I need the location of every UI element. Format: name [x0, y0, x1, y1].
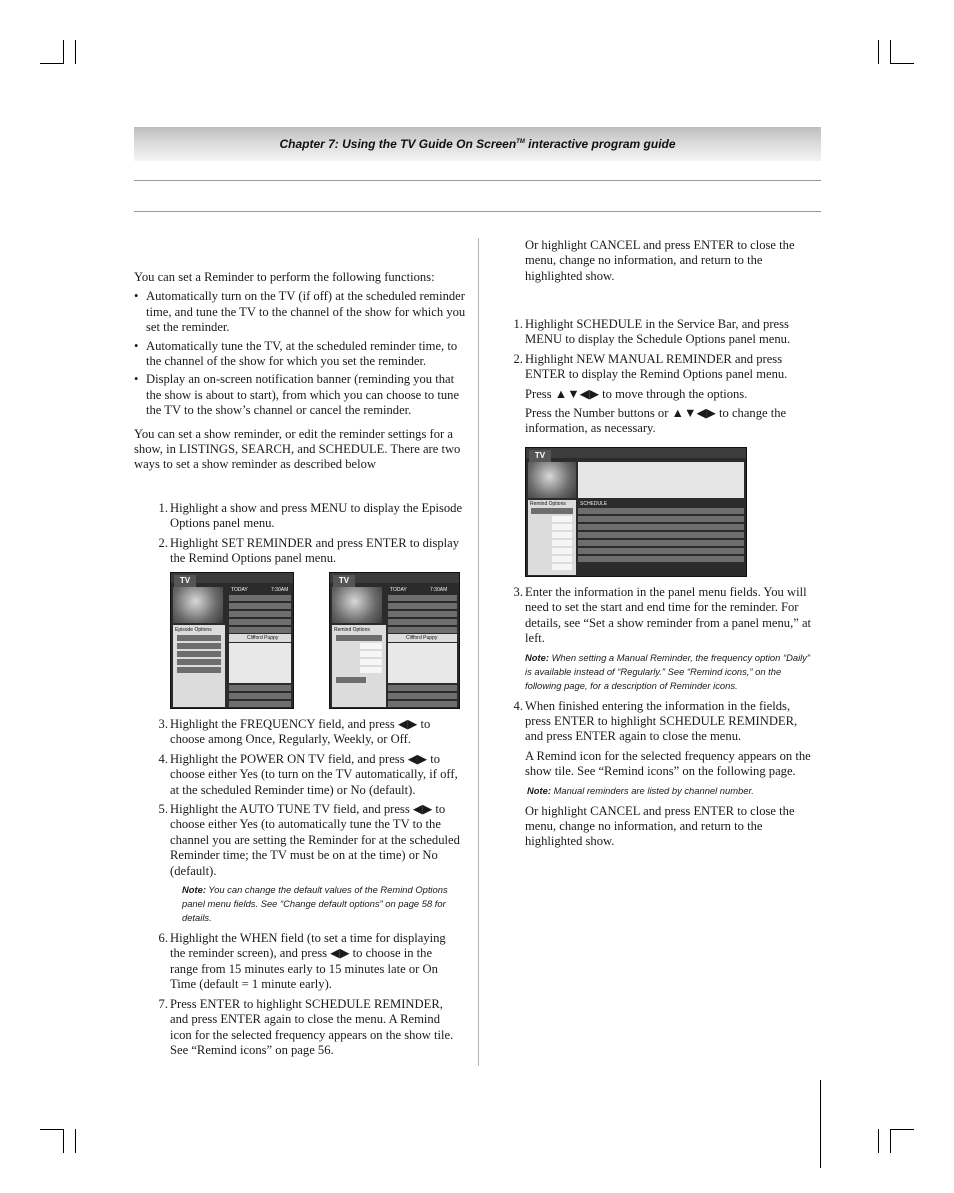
list-item: • Automatically turn on the TV (if off) at the scheduled reminder time, and tune the TV to the channel of the show for which you set the reminder. [134, 289, 467, 335]
show-tile [229, 619, 291, 625]
info-box [578, 462, 744, 498]
crop-mark [890, 1129, 891, 1153]
menu-field [552, 564, 572, 570]
list-item: 1. Highlight SCHEDULE in the Service Bar, and press MENU to display the Schedule Options panel menu. [513, 317, 791, 347]
header-rule [134, 180, 821, 181]
show-tile [388, 701, 457, 707]
column-divider [478, 238, 479, 1066]
crop-mark [40, 63, 64, 64]
chapter-title: Chapter 7: Using the TV Guide On Screen™ interactive program guide [279, 137, 676, 151]
show-tile [388, 685, 457, 691]
manual-reminder-screenshot [525, 447, 747, 577]
show-tile [388, 693, 457, 699]
margin-line [820, 1080, 821, 1168]
steps-list [158, 501, 463, 567]
show-tile [388, 627, 457, 633]
menu-item [177, 635, 221, 641]
paragraph: A Remind icon for the selected frequency appears on the show tile. See “Remind icons” on the following page. [525, 748, 811, 779]
menu-item [177, 667, 221, 673]
date-label: TODAY [390, 587, 407, 593]
list-item: 3. Highlight the FREQUENCY field, and press ◀▶ to choose among Once, Regularly, Weekly, or Off. [158, 717, 431, 747]
tv-guide-logo: TV [333, 575, 355, 587]
time-label: 7:30AM [430, 587, 448, 593]
show-tile [388, 611, 457, 617]
show-tile [388, 619, 457, 625]
note: Note: You can change the default values of the Remind Options panel menu fields. See “Change default options” on page 58 for details. [182, 884, 448, 924]
left-column [134, 270, 467, 477]
menu-field [552, 524, 572, 530]
menu-field [552, 556, 572, 562]
show-tile [229, 685, 291, 691]
panel-title: Remind Options [530, 501, 566, 507]
schedule-row [578, 548, 744, 554]
paragraph: Or highlight CANCEL and press ENTER to close the menu, change no information, and return to the highlighted show. [525, 803, 795, 849]
steps-list [158, 931, 463, 1058]
schedule-row [578, 532, 744, 538]
video-window [528, 462, 576, 498]
list-title: SCHEDULE [580, 501, 608, 507]
schedule-row [578, 508, 744, 514]
crop-mark [878, 1129, 879, 1153]
menu-field [552, 540, 572, 546]
service-bar [526, 448, 746, 458]
menu-field [360, 643, 382, 649]
date-label: TODAY [231, 587, 248, 593]
video-window [332, 587, 382, 623]
menu-item [177, 643, 221, 649]
description-box [388, 643, 457, 683]
tv-guide-logo: TV [529, 450, 551, 462]
list-item: 1. Highlight a show and press MENU to display the Episode Options panel menu. [158, 501, 463, 531]
menu-field [360, 651, 382, 657]
crop-mark [890, 63, 914, 64]
episode-options-screenshot [170, 572, 294, 709]
section-rule [134, 211, 821, 212]
paragraph: Or highlight CANCEL and press ENTER to close the menu, change no information, and return to the highlighted show. [525, 238, 795, 283]
panel-title: Remind Options [334, 627, 370, 633]
list-item: 3. Enter the information in the panel menu fields. You will need to set the start and end time for the reminder. For details, see “Set a show reminder from a panel menu,” at left. [513, 585, 812, 646]
video-window [173, 587, 223, 623]
menu-field [360, 659, 382, 665]
list-item: 6. Highlight the WHEN field (to set a time for displaying the reminder screen), and press ◀▶ to choose in the range from 15 minutes early to 15 minutes late or On Time (default = 1 minute early). [158, 931, 446, 992]
show-title: Clifford Puppy [247, 635, 279, 641]
tv-guide-logo: TV [174, 575, 196, 587]
crop-mark [75, 40, 76, 64]
menu-item [177, 651, 221, 657]
list-item: 4. When finished entering the information in the fields, press ENTER to highlight SCHEDULE REMINDER, and press ENTER again to close the menu. [513, 698, 798, 744]
menu-field [552, 532, 572, 538]
function-list [134, 289, 467, 418]
description-box [229, 643, 291, 683]
list-item: • Display an on-screen notification banner (reminding you that the show is about to start), from which you can choose to tune the TV to the show’s channel or cancel the reminder. [134, 372, 467, 418]
crop-mark [63, 1129, 64, 1153]
left-steps-b [158, 717, 463, 1062]
show-tile [229, 627, 291, 633]
crop-mark [63, 40, 64, 64]
instruction-text: Press the Number buttons or ▲▼◀▶ to change the information, as necessary. [525, 406, 787, 436]
left-steps-a [158, 501, 463, 571]
steps-list [513, 585, 817, 647]
show-tile [229, 611, 291, 617]
list-item: 2. Highlight NEW MANUAL REMINDER and press ENTER to display the Remind Options panel menu. [513, 351, 788, 382]
list-item: 7. Press ENTER to highlight SCHEDULE REMINDER, and press ENTER again to close the menu. A Remind icon for the selected frequency appears on the show tile. See “Remind icons” on page 56. [158, 996, 454, 1057]
menu-item [336, 635, 382, 641]
crop-mark [878, 40, 879, 64]
show-tile [229, 701, 291, 707]
show-tile [229, 693, 291, 699]
list-item: 2. Highlight SET REMINDER and press ENTER to display the Remind Options panel menu. [158, 535, 460, 566]
time-label: 7:30AM [271, 587, 289, 593]
crop-mark [890, 1129, 914, 1130]
remind-options-screenshot [329, 572, 460, 709]
menu-field [552, 516, 572, 522]
schedule-row [578, 540, 744, 546]
crop-mark [75, 1129, 76, 1153]
schedule-row [578, 516, 744, 522]
schedule-row [578, 556, 744, 562]
show-title: Clifford Puppy [406, 635, 438, 641]
right-steps-a [513, 317, 817, 441]
show-tile [229, 595, 291, 601]
menu-item [336, 677, 366, 683]
menu-item [177, 659, 221, 665]
crop-mark [890, 40, 891, 64]
note: Note: Manual reminders are listed by channel number. [527, 784, 754, 796]
note: Note: When setting a Manual Reminder, the frequency option “Daily” is available instead of “Regularly.” See “Remind icons,” on the following page, for a description of Reminder icons. [525, 651, 811, 691]
steps-list [513, 317, 817, 383]
menu-field [360, 667, 382, 673]
intro-text: You can set a Reminder to perform the following functions: [134, 270, 435, 284]
menu-item [531, 508, 573, 514]
paragraph: You can set a show reminder, or edit the reminder settings for a show, in LISTINGS, SEARCH, and SCHEDULE. There are two ways to set a show reminder as described below [134, 426, 461, 472]
crop-mark [40, 1129, 64, 1130]
right-top [525, 238, 817, 288]
show-tile [229, 603, 291, 609]
show-tile [388, 603, 457, 609]
schedule-row [578, 524, 744, 530]
list-item: • Automatically tune the TV, at the scheduled reminder time, to the channel of the show for which you set the reminder. [134, 339, 467, 370]
menu-field [552, 548, 572, 554]
right-steps-b [513, 585, 817, 854]
steps-list [513, 699, 817, 745]
list-item: 5. Highlight the AUTO TUNE TV field, and press ◀▶ to choose either Yes (to automatically tune the TV to the channel you are setting the Reminder for at the scheduled Reminder time; the TV must be on at the time) or No (default). [158, 802, 460, 878]
panel-title: Episode Options [175, 627, 212, 633]
show-tile [388, 595, 457, 601]
list-item: 4. Highlight the POWER ON TV field, and press ◀▶ to choose either Yes (to turn on the TV automatically, if off, at the scheduled Reminder time) or No (default). [158, 751, 458, 797]
chapter-header [134, 127, 821, 161]
steps-list [158, 717, 463, 879]
instruction-text: Press ▲▼◀▶ to move through the options. [525, 386, 748, 401]
